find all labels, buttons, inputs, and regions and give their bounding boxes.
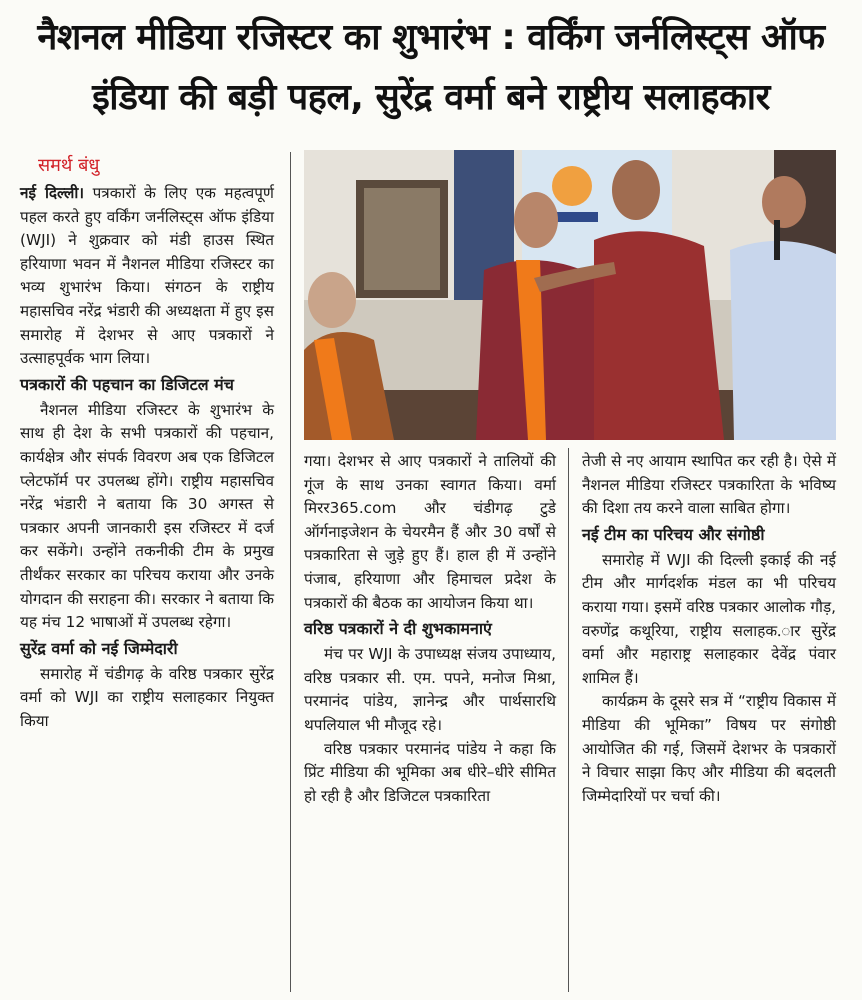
dateline: नई दिल्ली। bbox=[20, 184, 85, 202]
paragraph: कार्यक्रम के दूसरे सत्र में “राष्ट्रीय विकास में मीडिया की भूमिका” विषय पर संगोष्ठी आयोजित की गई, जिसमें देशभर के पत्रकारों ने विचार साझा किए और मीडिया की बदलती जिम्मेदारियों पर चर्चा की। bbox=[582, 692, 836, 805]
paragraph: समारोह में WJI की दिल्ली इकाई की नई टीम और मार्गदर्शक मंडल का भी परिचय कराया गया। इसमें वरिष्ठ पत्रकार आलोक गौड़, वरुणेंद्र कथूरिया, राष्ट्रीय सलाहक.ार सुरेंद्र वर्मा और महाराष्ट्र सलाहकार देवेंद्र पंवार शामिल हैं। bbox=[582, 550, 836, 687]
subheading: पत्रकारों की पहचान का डिजिटल मंच bbox=[20, 374, 234, 394]
byline: समर्थ बंधु bbox=[38, 155, 100, 176]
photo-illustration bbox=[304, 150, 836, 440]
article-column-2 bbox=[304, 450, 556, 808]
column-divider bbox=[290, 152, 291, 992]
headline-line-1: नैशनल मीडिया रजिस्टर का शुभारंभ : वर्किंग जर्नलिस्ट्स ऑफ bbox=[37, 17, 825, 58]
headline bbox=[10, 8, 852, 128]
paragraph: मंच पर WJI के उपाध्यक्ष संजय उपाध्याय, वरिष्ठ पत्रकार सी. एम. पपने, मनोज मिश्रा, परमानंद पांडेय, ज्ञानेन्द्र और पार्थसारथि थपलियाल भी मौजूद रहे। bbox=[304, 645, 556, 734]
paragraph: तेजी से नए आयाम स्थापित कर रही है। ऐसे में नैशनल मीडिया रजिस्टर पत्रकारिता के भविष्य की दिशा तय करने वाला साबित होगा। bbox=[582, 452, 836, 518]
article-column-3 bbox=[582, 450, 836, 808]
article-column-1 bbox=[20, 152, 274, 733]
headline-line-2: इंडिया की बड़ी पहल, सुरेंद्र वर्मा बने राष्ट्रीय सलाहकार bbox=[92, 77, 770, 118]
subheading: सुरेंद्र वर्मा को नई जिम्मेदारी bbox=[20, 638, 178, 658]
paragraph: गया। देशभर से आए पत्रकारों ने तालियों की गूंज के साथ उनका स्वागत किया। वर्मा मिरर365.com और चंडीगढ़ टुडे ऑर्गनाइजेशन के चेयरमैन हैं और 30 वर्षों से पत्रकारिता से जुड़े हुए हैं। हाल ही में उन्होंने पंजाब, हरियाणा और हिमाचल प्रदेश के पत्रकारों की बैठक का आयोजन किया था। bbox=[304, 452, 556, 612]
paragraph: समारोह में चंडीगढ़ के वरिष्ठ पत्रकार सुरेंद्र वर्मा को WJI का राष्ट्रीय सलाहकार नियुक्त किया bbox=[20, 664, 274, 730]
paragraph: पत्रकारों के लिए एक महत्वपूर्ण पहल करते हुए वर्किंग जर्नलिस्ट्स ऑफ इंडिया (WJI) ने शुक्रवार को मंडी हाउस स्थित हरियाणा भवन में नैशनल मीडिया रजिस्टर का भव्य शुभारंभ किया। संगठन के राष्ट्रीय महासचिव नरेंद्र भंडारी की अध्यक्षता में हुए इस समारोह में देशभर से आए पत्रकारों ने उत्साहपूर्वक भाग लिया। bbox=[20, 184, 274, 368]
column-divider bbox=[568, 448, 569, 992]
paragraph: नैशनल मीडिया रजिस्टर के शुभारंभ के साथ ही देश के सभी पत्रकारों की पहचान, कार्यक्षेत्र और संपर्क विवरण अब एक डिजिटल प्लेटफॉर्म पर उपलब्ध होंगे। राष्ट्रीय महासचिव नरेंद्र भंडारी ने बताया कि 30 अगस्त से पत्रकार अपनी जानकारी इस रजिस्टर में दर्ज कर सकेंगे। उन्होंने तकनीकी टीम के प्रमुख तीर्थंकर सरकार का परिचय कराया और उनके योगदान की सराहना की। सरकार ने बताया कि यह मंच 12 भाषाओं में उपलब्ध रहेगा। bbox=[20, 400, 274, 632]
subheading: नई टीम का परिचय और संगोष्ठी bbox=[582, 524, 765, 544]
paragraph: वरिष्ठ पत्रकार परमानंद पांडेय ने कहा कि प्रिंट मीडिया की भूमिका अब धीरे–धीरे सीमित हो रही है और डिजिटल पत्रकारिता bbox=[304, 739, 556, 805]
news-photo bbox=[304, 150, 836, 440]
subheading: वरिष्ठ पत्रकारों ने दी शुभकामनाएं bbox=[304, 619, 492, 639]
